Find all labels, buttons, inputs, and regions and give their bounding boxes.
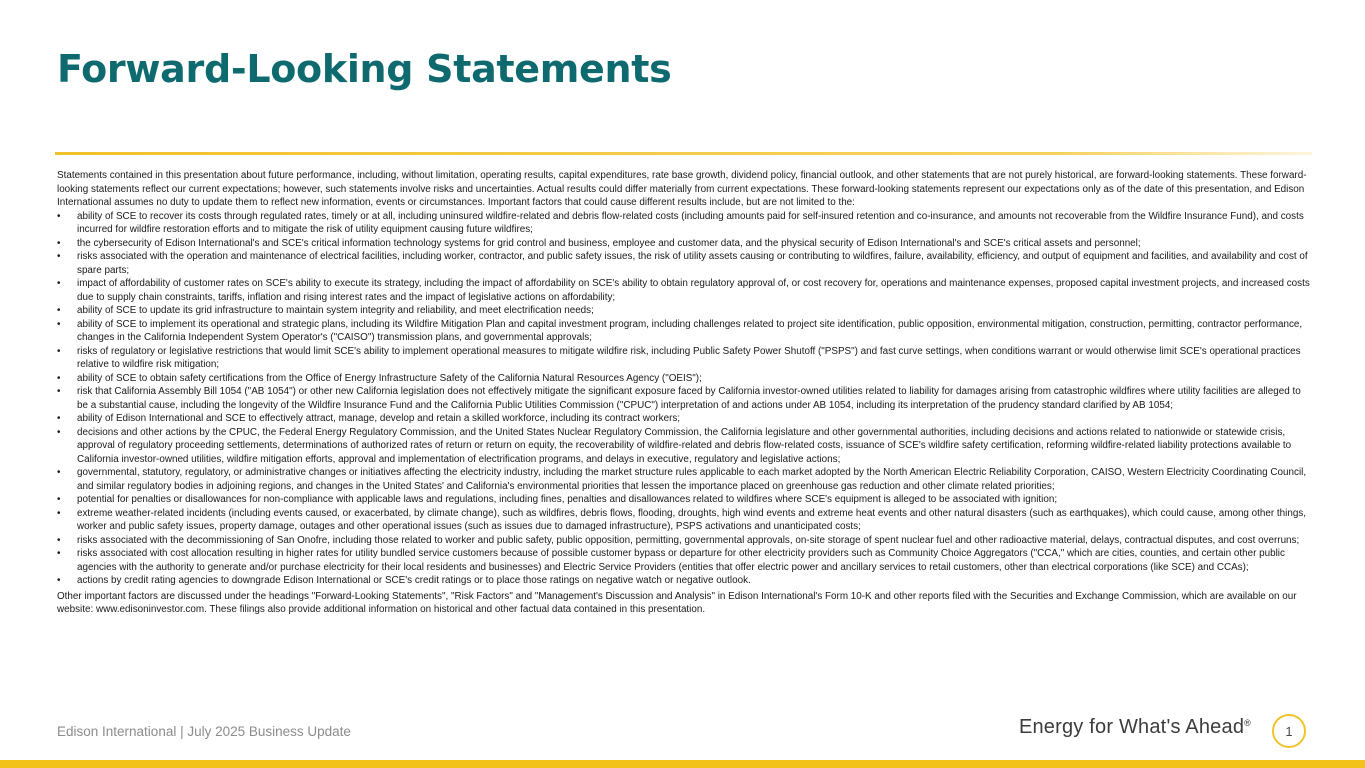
list-item: • governmental, statutory, regulatory, or administrative changes or initiatives affecting the electricity industry, including the market structure rules applicable to each market adopted by the North American Electric Reliability Corporation, CAISO, Western Electricity Coordinating Council, and similar regulatory bodies in adjoining regions, and changes in the United States' and California's environmental priorities that lessen the importance placed on greenhouse gas reduction and other climate related priorities; (57, 466, 1311, 493)
list-item: • risk that California Assembly Bill 1054 ("AB 1054") or other new California legislation does not effectively mitigate the significant exposure faced by California investor-owned utilities related to liability for damages arising from catastrophic wildfires where utility facilities are alleged to be a substantial cause, including the longevity of the Wildfire Insurance Fund and the California Public Utilities Commission ("CPUC") interpretation of and actions under AB 1054, including its interpretation of the prudency standard clarified by AB 1054; (57, 385, 1311, 412)
list-item: • the cybersecurity of Edison International's and SCE's critical information technology systems for grid control and business, employee and customer data, and the physical security of Edison International's and SCE's critical assets and personnel; (57, 237, 1311, 251)
list-item: • impact of affordability of customer rates on SCE's ability to execute its strategy, including the impact of affordability on SCE's ability to obtain regulatory approval of, or cost recovery for, operations and maintenance expenses, proposed capital investment projects, and increased costs due to supply chain constraints, tariffs, inflation and rising interest rates and the impact of legislative actions on affordability; (57, 277, 1311, 304)
closing-paragraph: Other important factors are discussed under the headings "Forward-Looking Statements", "Risk Factors" and "Management's Discussion and Analysis" in Edison International's Form 10-K and other reports filed with the Securities and Exchange Commission, which are available on our website: www.edisoninvestor.com. These filings also provide additional information on historical and other factual data contained in this presentation. (57, 590, 1297, 615)
list-item: • ability of SCE to obtain safety certifications from the Office of Energy Infrastructure Safety of the California Natural Resources Agency ("OEIS"); (57, 372, 1311, 386)
list-item: • risks associated with the decommissioning of San Onofre, including those related to worker and public safety, public opposition, permitting, governmental approvals, on-site storage of spent nuclear fuel and other radioactive material, delays, contractual disputes, and cost overruns; (57, 534, 1311, 548)
list-item: • risks associated with the operation and maintenance of electrical facilities, including worker, contractor, and public safety issues, the risk of utility assets causing or contributing to wildfires, failure, availability, efficiency, and output of equipment and facilities, and availability and cost of spare parts; (57, 250, 1311, 277)
footer-company-date: Edison International | July 2025 Business Update (57, 724, 351, 739)
footer-tagline (1019, 716, 1251, 739)
risk-factor-list (57, 210, 1311, 588)
list-item: • extreme weather-related incidents (including events caused, or exacerbated, by climate change), such as wildfires, debris flows, flooding, droughts, high wind events and extreme heat events and other natural disasters (such as earthquakes), which could cause, among other things, worker and public safety issues, property damage, outages and other operational issues (such as issues due to damaged infrastructure), PSPS activations and unanticipated costs; (57, 507, 1311, 534)
list-item: • potential for penalties or disallowances for non-compliance with applicable laws and regulations, including fines, penalties and disallowances related to wildfires where SCE's equipment is alleged to be associated with ignition; (57, 493, 1311, 507)
title-divider (55, 152, 1312, 155)
list-item: • ability of SCE to implement its operational and strategic plans, including its Wildfire Mitigation Plan and capital investment program, including challenges related to project site identification, public opposition, environmental mitigation, construction, permitting, contractor performance, changes in the California Independent System Operator's ("CAISO") transmission plans, and governmental approvals; (57, 318, 1311, 345)
tagline-text: Energy for What's Ahead (1018, 716, 1245, 738)
bottom-accent-bar (0, 760, 1365, 768)
list-item: • ability of SCE to update its grid infrastructure to maintain system integrity and reliability, and meet electrification needs; (57, 304, 1311, 318)
list-item: • ability of Edison International and SCE to effectively attract, manage, develop and retain a skilled workforce, including its contract workers; (57, 412, 1311, 426)
list-item: • risks of regulatory or legislative restrictions that would limit SCE's ability to implement operational measures to mitigate wildfire risk, including Public Safety Power Shutoff ("PSPS") and fast curve settings, when conditions warrant or would otherwise limit SCE's operational practices relative to wildfire risk mitigation; (57, 345, 1311, 372)
list-item: • ability of SCE to recover its costs through regulated rates, timely or at all, including uninsured wildfire-related and debris flow-related costs (including amounts paid for self-insured retention and co-insurance, and amounts not recoverable from the Wildfire Insurance Fund), and costs incurred for wildfire restoration efforts and to mitigate the risk of utility equipment causing future wildfires; (57, 210, 1311, 237)
registered-mark: ® (1244, 718, 1251, 728)
page-number-badge (1272, 714, 1306, 748)
list-item: • risks associated with cost allocation resulting in higher rates for utility bundled service customers because of possible customer bypass or departure for other electricity providers such as Community Choice Aggregators ("CCA," which are cities, counties, and certain other public agencies with the authority to generate and/or purchase electricity for their local residents and businesses) and Electric Service Providers (entities that offer electric power and ancillary services to retail customers, other than electrical corporations (like SCE) and CCAs); (57, 547, 1311, 574)
list-item: • decisions and other actions by the CPUC, the Federal Energy Regulatory Commission, and the United States Nuclear Regulatory Commission, the California legislature and other governmental authorities, including decisions and actions related to nationwide or statewide crisis, approval of regulatory proceeding settlements, determinations of authorized rates of return or return on equity, the recoverability of wildfire-related and debris flow-related costs, issuance of SCE's wildfire safety certification, reforming wildfire-related liability protections available to California investor-owned utilities, wildfire mitigation efforts, approval and implementation of electrification programs, and delays in executive, regulatory and legislative actions; (57, 426, 1311, 467)
statement-body (57, 169, 1311, 617)
page-number: 1 (1285, 723, 1293, 739)
list-item: • actions by credit rating agencies to downgrade Edison International or SCE's credit ratings or to place those ratings on negative watch or negative outlook. (57, 574, 1311, 588)
page-title: Forward-Looking Statements (57, 47, 672, 91)
intro-paragraph: Statements contained in this presentation about future performance, including, without limitation, operating results, capital expenditures, rate base growth, dividend policy, financial outlook, and other statements that are not purely historical, are forward-looking statements. These forward-looking statements reflect our current expectations; however, such statements involve risks and uncertainties. Actual results could differ materially from current expectations. These forward-looking statements represent our expectations only as of the date of this presentation, and Edison International assumes no duty to update them to reflect new information, events or circumstances. Important factors that could cause different results include, but are not limited to the: (57, 170, 1307, 208)
